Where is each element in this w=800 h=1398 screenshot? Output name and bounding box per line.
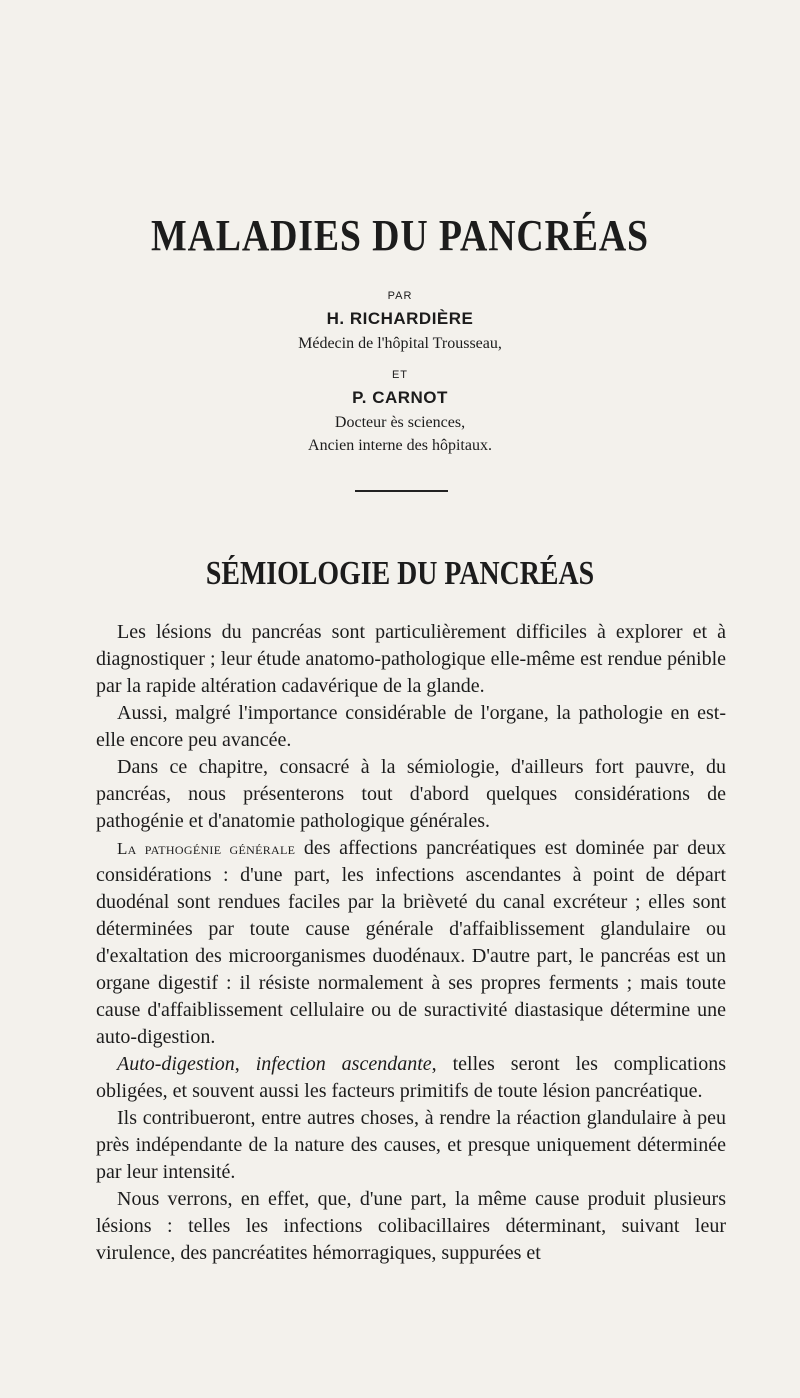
- pathogenie-heading: La pathogénie générale: [117, 839, 296, 858]
- paragraph-4: [96, 835, 726, 1051]
- paragraph-5-sep: ,: [234, 1053, 256, 1075]
- paragraph-4-text: des affections pancréatiques est dominée par deux considérations : d'une part, les infections ascendantes à point de départ duodénal sont rendues faciles par la brièveté du canal excréteur ; elles sont déterminées par toute cause générale d'affaiblissement glandulaire ou d'exaltation des microorganismes duodénaux. D'autre part, le pancréas est un organe digestif : il résiste normalement à ses propres ferments ; mais toute cause d'affaiblissement cellulaire ou de suractivité diastasique détermine une auto-digestion.: [96, 837, 727, 1048]
- divider: [355, 490, 448, 492]
- auto-digestion-term: Auto-digestion: [117, 1053, 235, 1075]
- paragraph-5: [96, 1051, 726, 1105]
- paragraph-5-text: , telles seront les complications obligées, et souvent aussi les facteurs primitifs de toute lésion pancréatique.: [96, 1053, 727, 1102]
- author-carnot-role-2: Ancien interne des hôpitaux.: [308, 437, 492, 454]
- paragraph-2: Aussi, malgré l'importance considérable de l'organe, la pathologie en est-elle encore peu avancée.: [96, 702, 726, 751]
- book-title: MALADIES DU PANCRÉAS: [151, 211, 649, 260]
- author-richardiere: H. RICHARDIÈRE: [326, 309, 474, 328]
- author-carnot-role-1: Docteur ès sciences,: [334, 414, 466, 431]
- paragraph-7: Nous verrons, en effet, que, d'une part, la même cause produit plusieurs lésions : telles les infections colibacillaires déterminant, suivant leur virulence, des pancréatites hémorragiques, suppurées et: [96, 1188, 726, 1264]
- author-carnot: P. CARNOT: [352, 388, 448, 407]
- paragraph-6: Ils contribueront, entre autres choses, à rendre la réaction glandulaire à peu près indépendante de la nature des causes, et presque uniquement déterminée par leur intensité.: [96, 1107, 726, 1183]
- author-richardiere-role: Médecin de l'hôpital Trousseau,: [298, 335, 502, 352]
- section-title: SÉMIOLOGIE DU PANCRÉAS: [205, 555, 595, 592]
- et-label: ET: [391, 369, 409, 381]
- paragraph-1: Les lésions du pancréas sont particulièrement difficiles à explorer et à diagnostiquer ; leur étude anatomo-pathologique elle-même est rendue pénible par la rapide altération cadavérique de la glande.: [96, 621, 726, 697]
- infection-ascendante-term: infection ascendante: [255, 1053, 432, 1075]
- par-label: PAR: [387, 290, 413, 302]
- body-text: [96, 619, 726, 1267]
- paragraph-3: Dans ce chapitre, consacré à la sémiologie, d'ailleurs fort pauvre, du pancréas, nous présenterons tout d'abord quelques considérations de pathogénie et d'anatomie pathologique générales.: [96, 756, 726, 832]
